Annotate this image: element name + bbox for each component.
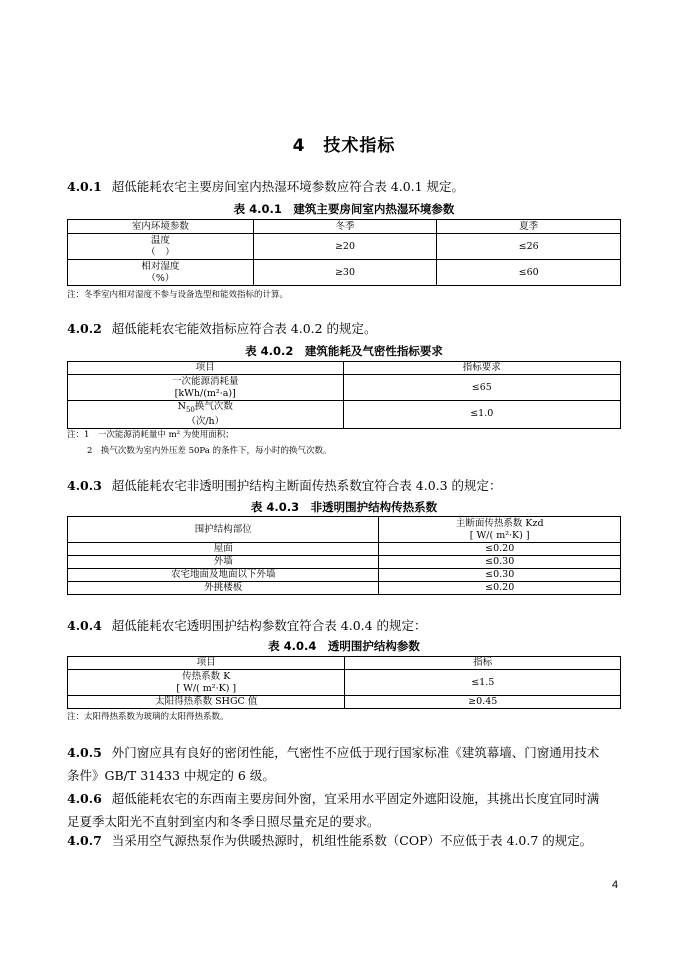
summer-value: ≤26 xyxy=(437,234,621,260)
value-cell: ≤0.30 xyxy=(379,569,621,582)
table-note-2: 2 换气次数为室内外压差 50Pa 的条件下，每小时的换气次数。 xyxy=(87,446,332,456)
table-header-row xyxy=(68,657,621,670)
table-note: 注：太阳得热系数为玻璃的太阳得热系数。 xyxy=(67,712,229,722)
value-cell: ≤0.20 xyxy=(379,582,621,595)
item-subscript: 50 xyxy=(185,405,195,414)
header-cell: 室内环境参数 xyxy=(68,220,254,234)
param-unit: （ ） xyxy=(146,246,175,258)
param-unit: （%） xyxy=(146,272,175,284)
clause-text: 超低能耗农宅主要房间室内热湿环境参数应符合表 4.0.1 规定。 xyxy=(111,179,465,194)
chapter-title: 4 技术指标 xyxy=(292,136,396,156)
header-cell: 项目 xyxy=(68,657,345,670)
clause-text-line2: 足夏季太阳光不直射到室内和冬季日照尽量充足的要求。 xyxy=(67,814,380,829)
clause-text-line2: 条件》GB/T 31433 中规定的 6 级。 xyxy=(67,768,275,783)
clause-text: 超低能耗农宅透明围护结构参数宜符合表 4.0.4 的规定： xyxy=(111,618,427,633)
clause-4-0-3 xyxy=(67,474,627,497)
item-symbol: N xyxy=(177,401,186,412)
clause-number: 4.0.1 xyxy=(67,179,102,194)
clause-number: 4.0.2 xyxy=(67,321,102,336)
table-row xyxy=(68,401,621,429)
param-label: 相对湿度 xyxy=(141,260,180,272)
item-cell xyxy=(68,401,344,429)
part-cell: 农宅地面及地面以下外墙 xyxy=(68,569,379,582)
table-row xyxy=(68,556,621,569)
item-label: 一次能源消耗量 xyxy=(172,375,239,387)
clause-4-0-7 xyxy=(67,829,627,852)
table-header-row xyxy=(68,517,621,543)
clause-number: 4.0.6 xyxy=(67,791,102,806)
item-cell xyxy=(68,670,345,696)
table-row xyxy=(68,582,621,595)
item-text: 换气次数 xyxy=(194,401,233,412)
table-row xyxy=(68,569,621,582)
clause-number: 4.0.3 xyxy=(67,478,102,493)
clause-text: 当采用空气源热泵作为供暖热源时，机组性能系数（COP）不应低于表 4.0.7 的规定。 xyxy=(111,833,593,848)
table-row xyxy=(68,670,621,696)
clause-text: 超低能耗农宅非透明围护结构主断面传热系数宜符合表 4.0.3 的规定： xyxy=(111,478,502,493)
table-note-1: 注：1 一次能源消耗量中 m² 为使用面积； xyxy=(67,430,234,440)
winter-value: ≥20 xyxy=(253,234,437,260)
clause-number: 4.0.7 xyxy=(67,833,102,848)
param-cell xyxy=(68,260,254,286)
clause-number: 4.0.5 xyxy=(67,745,102,760)
param-label: 温度 xyxy=(150,234,170,246)
value-cell: ≤65 xyxy=(343,375,620,401)
clause-4-0-1 xyxy=(67,175,627,198)
page-number: 4 xyxy=(612,879,619,891)
table-4-0-3 xyxy=(67,516,621,595)
clause-4-0-4 xyxy=(67,614,627,637)
value-cell: ≤1.0 xyxy=(343,401,620,429)
table-4-0-1 xyxy=(67,219,621,286)
table-caption-4-0-1: 表 4.0.1 建筑主要房间室内热湿环境参数 xyxy=(233,202,455,216)
winter-value: ≥30 xyxy=(253,260,437,286)
item-unit: （次/h） xyxy=(186,415,225,427)
clause-4-0-2 xyxy=(67,317,627,340)
param-cell xyxy=(68,234,254,260)
header-label: 主断面传热系数 Kzd xyxy=(455,517,544,529)
clause-4-0-6 xyxy=(67,787,627,833)
part-cell: 外墙 xyxy=(68,556,379,569)
header-cell: 项目 xyxy=(68,362,344,375)
clause-number: 4.0.4 xyxy=(67,618,102,633)
part-cell: 屋面 xyxy=(68,543,379,556)
summer-value: ≤60 xyxy=(437,260,621,286)
item-cell xyxy=(68,375,344,401)
table-row xyxy=(68,543,621,556)
table-row xyxy=(68,234,621,260)
table-caption-4-0-4: 表 4.0.4 透明围护结构参数 xyxy=(268,639,420,653)
header-cell: 指标 xyxy=(345,657,621,670)
item-label xyxy=(68,401,343,416)
item-label: 传热系数 K xyxy=(182,670,231,682)
value-cell: ≤1.5 xyxy=(345,670,621,696)
table-row xyxy=(68,696,621,709)
value-cell: ≤0.30 xyxy=(379,556,621,569)
header-cell: 夏季 xyxy=(437,220,621,234)
part-cell: 外挑楼板 xyxy=(68,582,379,595)
header-cell: 指标要求 xyxy=(343,362,620,375)
table-row xyxy=(68,375,621,401)
header-cell: 围护结构部位 xyxy=(68,517,379,543)
header-unit: [ W/( m²·K) ] xyxy=(469,529,530,541)
table-4-0-2 xyxy=(67,361,621,429)
value-cell: ≤0.20 xyxy=(379,543,621,556)
item-cell: 太阳得热系数 SHGC 值 xyxy=(68,696,345,709)
clause-text-line1: 外门窗应具有良好的密闭性能，气密性不应低于现行国家标准《建筑幕墙、门窗通用技术 xyxy=(111,745,600,760)
value-cell: ≥0.45 xyxy=(345,696,621,709)
table-header-row xyxy=(68,220,621,234)
clause-4-0-5 xyxy=(67,741,627,787)
clause-text: 超低能耗农宅能效指标应符合表 4.0.2 的规定。 xyxy=(111,321,377,336)
header-cell xyxy=(379,517,621,543)
table-caption-4-0-3: 表 4.0.3 非透明围护结构传热系数 xyxy=(250,500,438,514)
item-unit: [kWh/(m²·a)] xyxy=(174,387,236,399)
table-note: 注：冬季室内相对湿度不参与设备选型和能效指标的计算。 xyxy=(67,290,289,300)
header-cell: 冬季 xyxy=(253,220,437,234)
table-row xyxy=(68,260,621,286)
clause-text-line1: 超低能耗农宅的东西南主要房间外窗，宜采用水平固定外遮阳设施，其挑出长度宜同时满 xyxy=(111,791,600,806)
table-header-row xyxy=(68,362,621,375)
table-caption-4-0-2: 表 4.0.2 建筑能耗及气密性指标要求 xyxy=(245,344,443,358)
table-4-0-4 xyxy=(67,656,621,709)
item-unit: [ W/( m²·K) ] xyxy=(176,682,237,694)
